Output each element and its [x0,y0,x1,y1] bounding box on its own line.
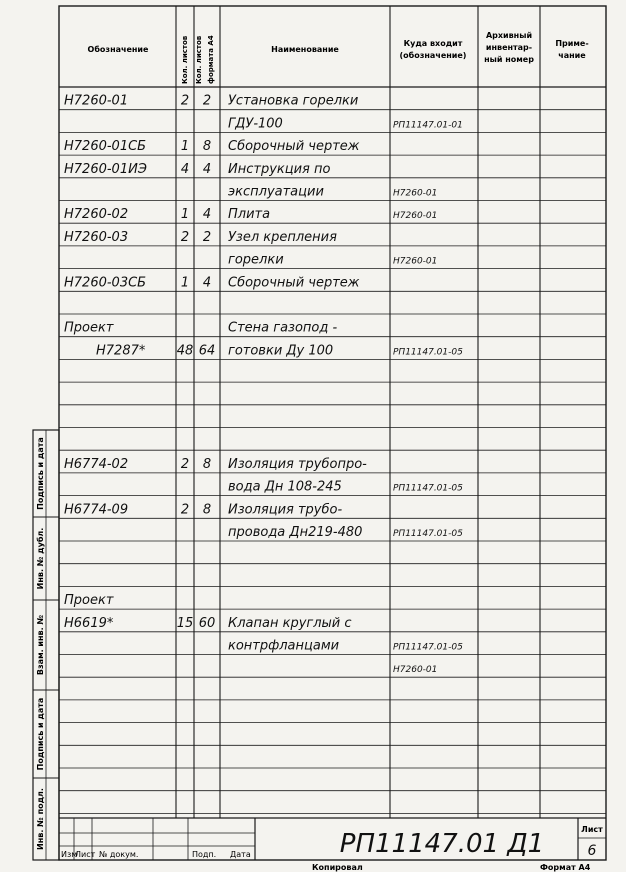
cell-a4: 8 [202,139,212,155]
cell-a4: 4 [202,161,212,177]
title-block [59,818,606,860]
header-included-line1: Куда входит [403,39,463,48]
cell-sheets: 15 [176,615,194,631]
header-archive-line1: Архивный [485,31,533,40]
table-row [228,185,437,200]
cell-sheets: 2 [180,229,190,245]
table-row [96,343,463,358]
cell-name: Установка горелки [228,93,359,109]
side-label: Взам. инв. № [36,614,45,676]
table-row [228,639,463,654]
cell-name: Инструкция по [228,161,331,177]
table-row [228,253,437,268]
cell-name: ГДУ-100 [228,116,283,132]
tb-doc-number: РП11147.01 Д1 [339,829,545,859]
table-row [64,616,352,631]
header-name: Наименование [271,45,339,54]
cell-where: РП11147.01-05 [393,642,463,653]
header-note-line1: Приме- [555,39,589,48]
cell-where: Н7260-01 [393,665,438,676]
table-row [64,457,367,472]
table-row [64,139,360,154]
cell-where: РП11147.01-05 [393,529,463,539]
cell-a4: 4 [202,207,212,223]
cell-name: Стена газопод - [228,320,338,336]
table-row [64,230,337,245]
header-sheets-count: Кол. листов [181,35,189,84]
cell-designation: Н7287* [96,343,146,359]
cell-name: готовки Ду 100 [228,343,334,359]
cell-name: контрфланцами [228,638,340,654]
cell-designation: Проект [64,320,114,336]
table-row [393,665,437,675]
cell-where: Н7260-01 [393,211,438,222]
tb-sheet-label: Лист [581,825,603,834]
cell-where: РП11147.01-05 [393,347,463,358]
table-row [228,525,463,540]
side-label: Инв. № дубл. [36,527,45,590]
tb-sheet-number: 6 [587,843,597,859]
header-note [555,39,588,60]
tb-col-date: Дата [230,850,251,859]
header-archive-line2: инвентар- [485,43,533,52]
cell-name: Изоляция трубопро- [228,456,367,472]
cell-designation: Н7260-01ИЭ [64,161,147,177]
footer-copied: Копировал [312,863,363,872]
cell-name: Узел крепления [228,229,337,245]
cell-where: Н7260-01 [393,188,438,199]
cell-name: Сборочный чертеж [228,139,360,155]
cell-designation: Н6619* [64,615,114,631]
outer-frame [59,6,606,860]
tb-col-list: Лист [75,850,96,859]
table-row [64,321,337,336]
cell-sheets: 48 [176,343,194,359]
tb-col-izm: Изм [61,850,78,859]
header-a4-line1: Кол. листов [195,35,203,84]
cell-a4: 8 [202,502,212,518]
table-rows [64,94,463,676]
header-included-in [400,39,467,60]
side-label: Инв. № подл. [36,788,45,850]
header-a4-line2: формата А4 [207,35,215,84]
cell-designation: Н7260-02 [64,207,129,223]
cell-a4: 2 [202,93,212,109]
header-archive-line3: ный номер [484,55,534,64]
header-note-line2: чание [558,51,586,60]
cell-a4: 64 [198,343,216,359]
header-included-line2: (обозначение) [399,51,467,60]
cell-sheets: 4 [180,161,190,177]
table-row [64,94,358,109]
table-row [228,480,463,495]
cell-sheets: 2 [180,456,190,472]
cell-name: вода Дн 108-245 [228,479,342,495]
cell-sheets: 2 [180,93,190,109]
side-label: Подпись и дата [36,437,45,510]
cell-sheets: 1 [180,275,190,291]
cell-designation: Н7260-03СБ [64,275,147,291]
table-row [64,502,342,517]
tb-col-sign: Подп. [192,850,217,859]
cell-name: Клапан круглый с [228,615,352,631]
cell-name: Изоляция трубо- [228,502,343,518]
tb-col-doc: № докум. [99,850,139,859]
header-a4-sheets [195,35,215,84]
cell-name: провода Дн219-480 [228,525,363,540]
cell-designation: Н6774-02 [64,456,129,472]
header-archive-no [484,31,534,64]
cell-designation: Н6774-09 [64,502,129,518]
cell-a4: 60 [198,615,216,631]
cell-a4: 2 [202,229,212,245]
cell-designation: Н7260-03 [64,229,129,245]
side-label: Подпись и дата [36,697,45,771]
cell-sheets: 1 [180,207,190,223]
cell-where: РП11147.01-01 [393,120,463,131]
cell-name: эксплуатации [228,184,324,200]
cell-designation: Н7260-01 [64,93,129,109]
cell-designation: Н7260-01СБ [64,139,147,155]
table-row [64,207,437,222]
cell-sheets: 1 [180,139,190,155]
cell-name: горелки [228,252,284,268]
footer-format: Формат А4 [540,863,591,872]
cell-sheets: 2 [180,502,190,518]
cell-name: Сборочный чертеж [228,275,360,291]
table-row [228,116,463,131]
cell-designation: Проект [64,593,114,609]
table-row [64,162,330,177]
table-row [64,275,360,290]
side-strip-labels [33,430,59,860]
cell-name: Плита [228,207,271,223]
cell-where: Н7260-01 [393,256,438,267]
cell-a4: 8 [202,456,212,472]
header-designation: Обозначение [87,45,149,54]
cell-where: РП11147.01-05 [393,483,463,494]
table-row [64,593,114,608]
cell-a4: 4 [202,275,212,291]
